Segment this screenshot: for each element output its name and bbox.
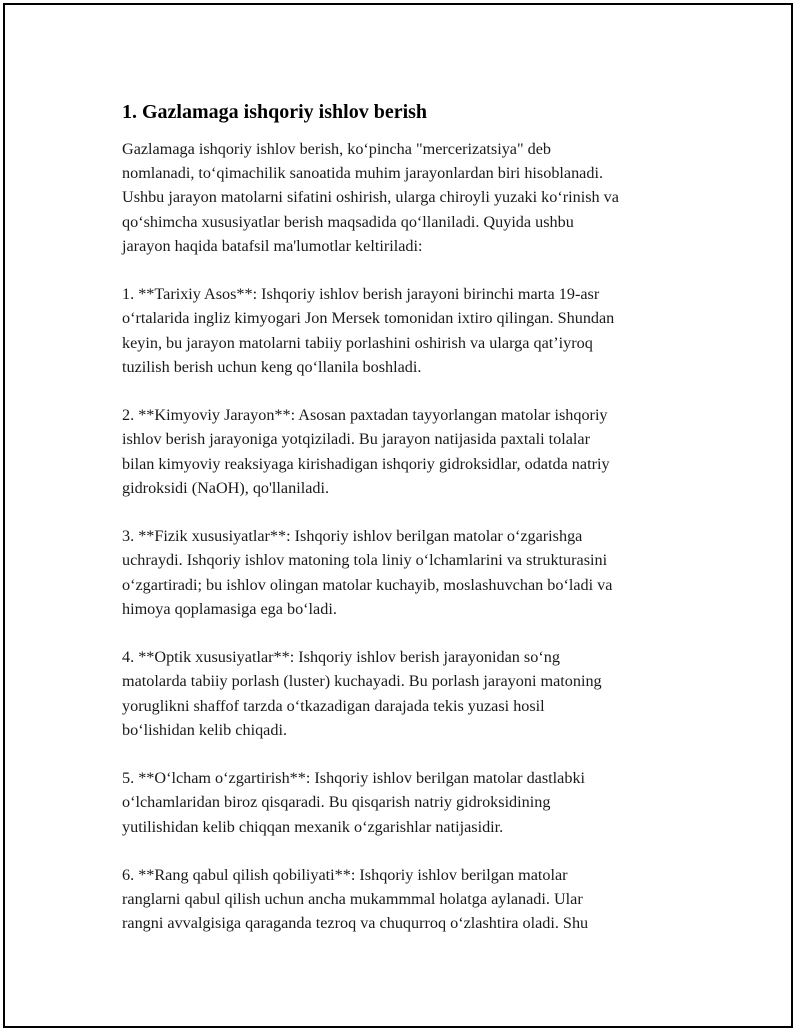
section-paragraph-dimension: [122, 766, 702, 839]
text-line: ishlov berish jarayoniga yotqiziladi. Bu jarayon natijasida paxtali tolalar: [122, 430, 590, 449]
text-line: himoya qoplamasiga ega bo‘ladi.: [122, 599, 337, 618]
text-line: 2. **Kimyoviy Jarayon**: Asosan paxtadan tayyorlangan matolar ishqoriy: [122, 406, 608, 425]
text-line: bilan kimyoviy reaksiyaga kirishadigan ishqoriy gidroksidlar, odatda natriy: [122, 454, 610, 473]
text-line: uchraydi. Ishqoriy ishlov matoning tola liniy o‘lchamlarini va strukturasini: [122, 551, 608, 570]
text-line: yoruglikni shaffof tarzda o‘tkazadigan darajada tekis yuzasi hosil: [122, 696, 545, 715]
text-line: 6. **Rang qabul qilish qobiliyati**: Ishqoriy ishlov berilgan matolar: [122, 866, 568, 884]
text-line: o‘lchamlaridan biroz qisqaradi. Bu qisqarish natriy gidroksidining: [122, 793, 551, 812]
section-paragraph-physical: [122, 524, 702, 621]
text-line: 3. **Fizik xususiyatlar**: Ishqoriy ishlov berilgan matolar o‘zgarishga: [122, 527, 583, 546]
text-line: gidroksidi (NaOH), qo'llaniladi.: [122, 478, 330, 497]
section-paragraph-history: [122, 282, 702, 379]
section-paragraph-chemical: [122, 403, 702, 500]
text-line: rangni avvalgisiga qaraganda tezroq va chuqurroq o‘zlashtira oladi. Shu: [122, 914, 589, 933]
text-line: keyin, bu jarayon matolarni tabiiy porlashini oshirish va ularga qat’iyroq: [122, 333, 593, 352]
document-body: [122, 99, 702, 960]
text-line: yutilishidan kelib chiqqan mexanik o‘zgarishlar natijasidir.: [122, 817, 504, 836]
document-title: 1. Gazlamaga ishqoriy ishlov berish: [122, 101, 428, 123]
section-paragraph-optical: [122, 645, 702, 742]
text-line: Ushbu jarayon matolarni sifatini oshirish, ularga chiroyli yuzaki ko‘rinish va: [122, 188, 619, 207]
text-line: qo‘shimcha xususiyatlar berish maqsadida qo‘llaniladi. Quyida ushbu: [122, 212, 574, 231]
text-line: o‘rtalarida ingliz kimyogari Jon Mersek tomonidan ixtiro qilingan. Shundan: [122, 309, 615, 328]
text-line: nomlanadi, to‘qimachilik sanoatida muhim jarayonlardan biri hisoblanadi.: [122, 164, 604, 183]
intro-paragraph: [122, 137, 702, 258]
text-line: matolarda tabiiy porlash (luster) kuchayadi. Bu porlash jarayoni matoning: [122, 672, 602, 691]
text-line: o‘zgartiradi; bu ishlov olingan matolar kuchayib, moslashuvchan bo‘ladi va: [122, 575, 613, 594]
page-frame: [3, 3, 793, 1028]
text-line: 1. **Tarixiy Asos**: Ishqoriy ishlov berish jarayoni birinchi marta 19-asr: [122, 285, 600, 304]
text-line: 4. **Optik xususiyatlar**: Ishqoriy ishlov berish jarayonidan so‘ng: [122, 648, 560, 667]
text-line: jarayon haqida batafsil ma'lumotlar keltiriladi:: [122, 236, 423, 255]
text-line: 5. **O‘lcham o‘zgartirish**: Ishqoriy ishlov berilgan matolar dastlabki: [122, 769, 586, 788]
text-line: Gazlamaga ishqoriy ishlov berish, ko‘pincha "mercerizatsiya" deb: [122, 140, 552, 158]
section-paragraph-dyeing: [122, 863, 702, 936]
text-line: tuzilish berish uchun keng qo‘llanila boshladi.: [122, 357, 422, 376]
text-line: bo‘lishidan kelib chiqadi.: [122, 720, 287, 739]
text-line: ranglarni qabul qilish uchun ancha mukammmal holatga aylanadi. Ular: [122, 890, 583, 909]
